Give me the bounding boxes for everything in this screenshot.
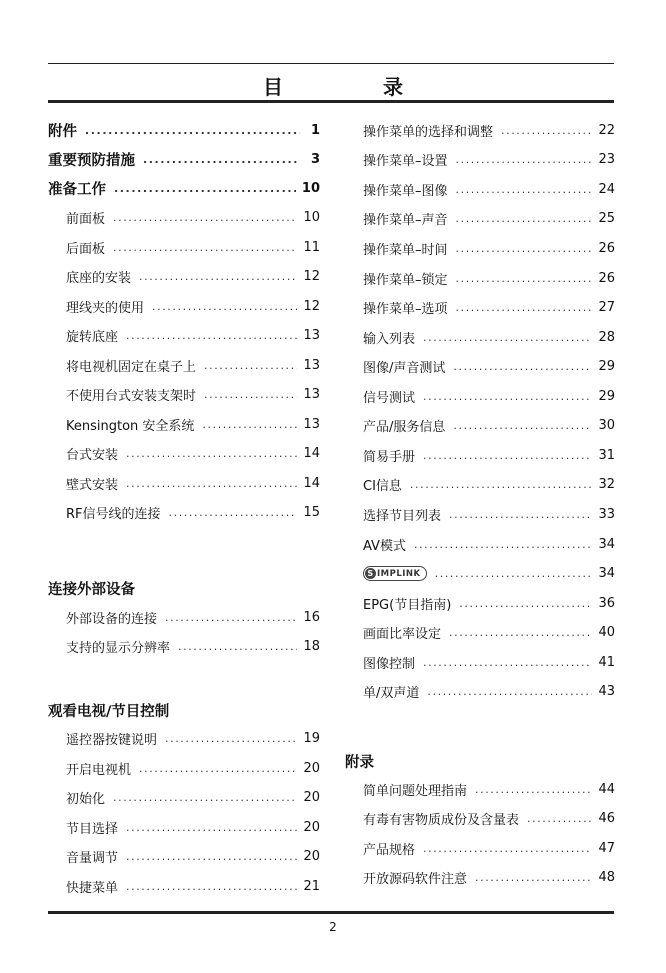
toc-page-number: 44 [598,781,615,797]
dot-leader [114,182,296,195]
toc-entry-label: 操作菜单–图像 [363,183,448,199]
dot-leader [456,272,593,285]
toc-entry[interactable] [345,472,615,496]
toc-entry-label: 附件 [48,123,77,140]
toc-entry-label: 前面板 [66,211,106,227]
dot-leader [139,762,297,775]
toc-entry-label: 音量调节 [66,850,119,866]
toc-entry[interactable] [48,634,320,658]
toc-page-number: 3 [310,151,320,167]
toc-entry[interactable] [48,235,320,259]
toc-entry-label: RF信号线的连接 [66,506,161,522]
toc-entry-label: 信号测试 [363,390,416,406]
toc-entry[interactable] [48,118,320,142]
toc-entry[interactable] [345,266,615,290]
toc-page-number: 21 [303,878,320,894]
toc-entry[interactable] [48,785,320,809]
dot-leader [456,183,593,196]
toc-page-number: 13 [303,327,320,343]
toc-entry[interactable] [345,413,615,437]
dot-leader [435,567,593,580]
toc-entry-label: 后面板 [66,241,106,257]
toc-entry-label: AV模式 [363,538,406,554]
toc-entry[interactable] [48,323,320,347]
dot-leader [449,508,592,521]
toc-entry-label: 操作菜单–锁定 [363,272,448,288]
toc-page-number: 20 [303,848,320,864]
dot-leader [139,270,297,283]
dot-leader [423,390,592,403]
toc-page-number: 12 [303,268,320,284]
toc-entry-label: 操作菜单的选择和调整 [363,124,494,140]
toc-page-number: 26 [598,240,615,256]
toc-entry[interactable] [48,353,320,377]
dot-leader [113,211,297,224]
toc-entry-label: 遥控器按键说明 [66,732,158,748]
dot-leader [423,656,592,669]
dot-leader [204,359,297,372]
toc-entry-label: 准备工作 [48,181,106,198]
toc-entry[interactable] [48,726,320,750]
toc-entry-label: 支持的显示分辨率 [66,640,171,656]
dot-leader [414,538,592,551]
dot-leader [169,506,298,519]
toc-entry[interactable] [48,500,320,524]
toc-page-number: 46 [598,810,615,826]
toc-entry-label: 将电视机固定在桌子上 [66,359,197,375]
dot-leader [113,241,297,254]
toc-entry[interactable] [345,177,615,201]
toc-entry-label: 开放源码软件注意 [363,871,468,887]
toc-page-number: 20 [303,789,320,805]
dot-leader [113,791,297,804]
toc-page-number: 48 [598,869,615,885]
toc-page-number: 23 [598,151,615,167]
toc-page-number: 22 [598,122,615,138]
dot-leader [456,212,593,225]
toc-page-number: 47 [598,840,615,856]
toc-entry[interactable] [48,294,320,318]
toc-page-number: 20 [303,819,320,835]
dot-leader [126,477,297,490]
toc-entry[interactable] [48,412,320,436]
toc-page-number: 41 [598,654,615,670]
toc-entry-label: 产品规格 [363,842,416,858]
toc-entry-label: EPG(节目指南) [363,597,452,613]
toc-page-number: 28 [598,329,615,345]
toc-entry-label: 选择节目列表 [363,508,442,524]
toc-entry[interactable] [345,118,615,142]
dot-leader [152,300,297,313]
toc-entry-label: 理线夹的使用 [66,300,145,316]
dot-leader [126,447,297,460]
toc-entry[interactable] [345,354,615,378]
dot-leader [527,812,592,825]
toc-page-number: 1 [310,122,320,138]
toc-entry-label: 旋转底座 [66,329,119,345]
toc-entry[interactable] [345,679,615,703]
page-number: 2 [329,920,337,934]
toc-page-number: 16 [303,609,320,625]
toc-entry[interactable] [345,502,615,526]
bottom-rule [48,911,614,914]
toc-entry[interactable] [345,295,615,319]
toc-entry[interactable] [48,815,320,839]
dot-leader [202,418,297,431]
top-rule [48,63,614,64]
dot-leader [410,478,593,491]
toc-entry-label: 底座的安装 [66,270,132,286]
toc-page-number: 26 [598,270,615,286]
dot-leader [126,329,297,342]
toc-entry-label: 重要预防措施 [48,152,135,169]
toc-entry[interactable] [345,650,615,674]
dot-leader [501,124,592,137]
dot-leader [453,419,592,432]
dot-leader [456,153,593,166]
toc-entry[interactable] [48,471,320,495]
toc-entry-label: 壁式安装 [66,477,119,493]
toc-entry[interactable] [345,865,615,889]
toc-section-heading: 连接外部设备 [48,582,135,598]
title-rule [48,100,614,103]
toc-entry[interactable] [345,384,615,408]
dot-leader [126,821,297,834]
toc-entry-label: CI信息 [363,478,402,494]
toc-entry-label: 图像/声音测试 [363,360,446,376]
toc-entry[interactable] [345,591,615,615]
dot-leader [126,850,297,863]
toc-page-number: 14 [303,445,320,461]
toc-entry-label: 快捷菜单 [66,880,119,896]
dot-leader [423,449,592,462]
toc-entry[interactable] [48,756,320,780]
dot-leader [449,626,592,639]
toc-page-number: 31 [598,447,615,463]
toc-page-number: 34 [598,565,615,581]
dot-leader [475,871,592,884]
toc-page-number: 29 [598,388,615,404]
toc-entry-label: 开启电视机 [66,762,132,778]
toc-page-number: 11 [303,239,320,255]
toc-entry-label: 操作菜单–选项 [363,301,448,317]
toc-entry-label: 操作菜单–设置 [363,153,448,169]
toc-entry[interactable] [48,205,320,229]
toc-entry-label: 简单问题处理指南 [363,783,468,799]
dot-leader [475,783,592,796]
toc-entry[interactable] [345,561,615,585]
toc-entry[interactable] [48,382,320,406]
dot-leader [85,124,300,137]
simplink-logo-icon: S IMPLINK [363,566,427,581]
dot-leader [453,360,592,373]
toc-entry-label: 产品/服务信息 [363,419,446,435]
toc-entry[interactable] [48,147,320,171]
dot-leader [427,685,592,698]
toc-entry[interactable] [345,206,615,230]
toc-page-number: 20 [303,760,320,776]
toc-page-number: 30 [598,417,615,433]
toc-page-number: 34 [598,536,615,552]
toc-page-number: 25 [598,210,615,226]
toc-entry[interactable] [48,176,320,200]
toc-page-number: 10 [303,209,320,225]
dot-leader [178,640,297,653]
toc-page-number: 40 [598,624,615,640]
toc-entry[interactable] [345,806,615,830]
toc-entry-label [363,565,427,581]
toc-entry-label: 画面比率设定 [363,626,442,642]
toc-page-number: 36 [598,595,615,611]
dot-leader [456,242,593,255]
toc-page-number: 43 [598,683,615,699]
toc-page-number: 32 [598,476,615,492]
dot-leader [423,331,592,344]
dot-leader [423,842,592,855]
toc-entry[interactable] [345,836,615,860]
dot-leader [165,611,297,624]
toc-entry[interactable] [48,844,320,868]
toc-entry-label: Kensington 安全系统 [66,418,195,434]
toc-entry[interactable] [48,874,320,898]
toc-page-number: 24 [598,181,615,197]
toc-entry-label: 单/双声道 [363,685,420,701]
toc-page-number: 15 [303,504,320,520]
toc-page-number: 19 [303,730,320,746]
toc-page-number: 18 [303,638,320,654]
toc-page-number: 14 [303,475,320,491]
toc-entry-label: 台式安装 [66,447,119,463]
toc-entry[interactable] [345,147,615,171]
toc-section-heading: 附录 [345,755,374,771]
toc-entry-label: 图像控制 [363,656,416,672]
toc-entry[interactable] [345,620,615,644]
dot-leader [143,153,300,166]
toc-entry[interactable] [345,325,615,349]
dot-leader [459,597,592,610]
toc-entry[interactable] [48,441,320,465]
toc-entry-label: 不使用台式安装支架时 [66,388,197,404]
toc-page-number: 13 [303,386,320,402]
toc-entry-label: 初始化 [66,791,106,807]
toc-entry[interactable] [345,777,615,801]
toc-entry-label: 简易手册 [363,449,416,465]
toc-page-number: 10 [301,180,320,196]
toc-entry[interactable] [345,532,615,556]
toc-page-number: 13 [303,416,320,432]
toc-entry-label: 操作菜单–声音 [363,212,448,228]
toc-section-heading: 观看电视/节目控制 [48,704,170,720]
toc-entry[interactable] [48,264,320,288]
toc-entry-label: 节目选择 [66,821,119,837]
dot-leader [165,732,297,745]
dot-leader [204,388,297,401]
toc-page-number: 13 [303,357,320,373]
toc-entry[interactable] [345,236,615,260]
page-title: 目 录 [263,75,443,99]
toc-page-number: 12 [303,298,320,314]
toc-entry-label: 输入列表 [363,331,416,347]
dot-leader [126,880,297,893]
toc-page-number: 33 [598,506,615,522]
toc-entry-label: 外部设备的连接 [66,611,158,627]
toc-page-number: 27 [598,299,615,315]
toc-entry[interactable] [48,605,320,629]
toc-page-number: 29 [598,358,615,374]
toc-entry-label: 有毒有害物质成份及含量表 [363,812,520,828]
dot-leader [456,301,593,314]
toc-entry-label: 操作菜单–时间 [363,242,448,258]
toc-entry[interactable] [345,443,615,467]
